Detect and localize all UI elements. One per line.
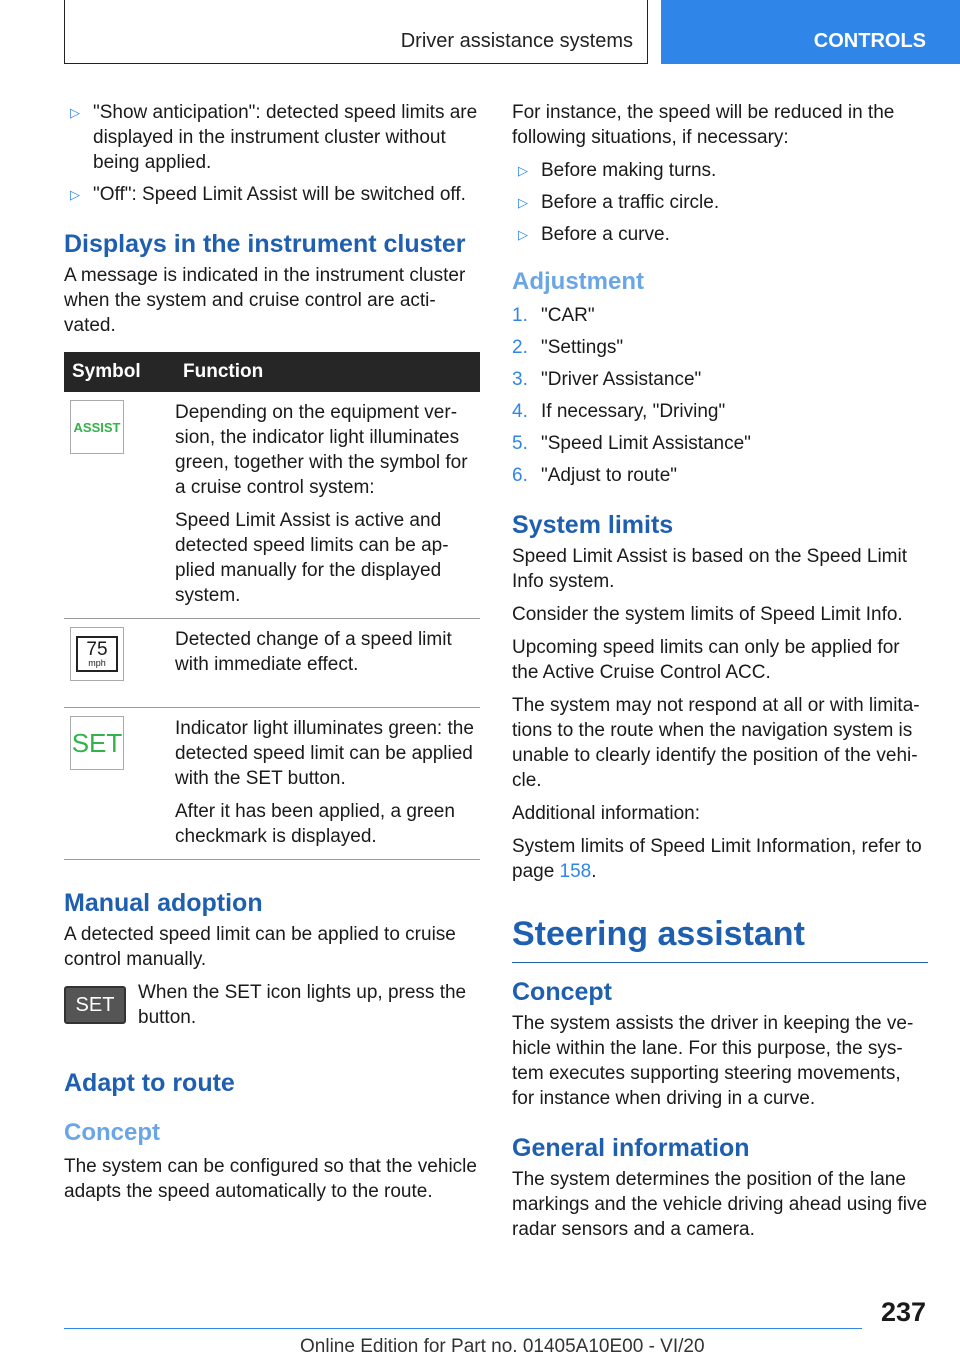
paragraph: Speed Limit Assist is based on the Speed Limit Info system. (512, 546, 908, 592)
header-chapter-title: CONTROLS (813, 30, 926, 52)
triangle-bullet-icon: ▷ (70, 187, 80, 202)
step-item: 6. "Adjust to route" (512, 465, 678, 486)
page-link[interactable]: 158 (559, 861, 592, 882)
paragraph: A message is indicated in the instrument cluster when the system and cruise control are activated. (64, 265, 466, 336)
list-item: ▷ "Show anticipation": detected speed limits are displayed in the instrument cluster without being applied. (64, 100, 480, 175)
step-item: 5. "Speed Limit Assistance" (512, 433, 751, 454)
paragraph: Consider the system limits of Speed Limit Info. (512, 604, 903, 625)
chapter-heading-steering-assistant: Steering assistant (512, 912, 928, 963)
section-heading-system-limits: System limits (512, 511, 674, 539)
list-item: ▷ Before a curve. (512, 222, 928, 247)
triangle-bullet-icon: ▷ (518, 195, 528, 210)
section-heading-concept: Concept (512, 978, 612, 1006)
table-header-function: Function (175, 352, 480, 392)
paragraph: For instance, the speed will be reduced in the following situations, if necessary: (512, 102, 895, 148)
triangle-bullet-icon: ▷ (70, 105, 80, 120)
paragraph: Additional information: (512, 803, 700, 824)
table-row (64, 619, 480, 708)
left-column (64, 100, 480, 1212)
header-section-box (64, 0, 648, 64)
table-header-symbol: Symbol (64, 352, 175, 392)
function-text: Speed Limit Assist is active and detected speed limits can be applied manually for the displayed system. (175, 510, 449, 606)
speed-limit-sign-icon: 75 mph (70, 627, 124, 681)
paragraph: The system determines the position of the lane markings and the vehicle driving ahead using five radar sensors and a camera. (512, 1169, 928, 1240)
step-item: 3. "Driver Assistance" (512, 369, 702, 390)
paragraph: A detected speed limit can be applied to cruise control manually. (64, 924, 456, 970)
paragraph: Upcoming speed limits can only be applied for the Active Cruise Control ACC. (512, 637, 900, 683)
manual-adoption-row (64, 980, 480, 1038)
set-button-icon: SET (64, 986, 126, 1024)
list-item: ▷ Before a traffic circle. (512, 190, 928, 215)
set-indicator-icon: SET (70, 716, 124, 770)
paragraph: When the SET icon lights up, press the button. (138, 982, 467, 1028)
table-row (64, 708, 480, 860)
header-chapter-tab (661, 0, 960, 64)
header-section-title: Driver assistance systems (400, 30, 633, 52)
step-item: 2. "Settings" (512, 337, 624, 358)
paragraph: The system may not respond at all or with limitations to the route when the navigation system is unable to clearly identify the position of the vehicle. (512, 695, 920, 791)
subheading-adjustment: Adjustment (512, 268, 644, 295)
assist-indicator-icon: ASSIST (70, 400, 124, 454)
paragraph-page-reference: System limits of Speed Limit Information, refer to page 158. (512, 836, 922, 882)
footer-edition: Online Edition for Part no. 01405A10E00 - VI/20 (300, 1336, 705, 1357)
footer-divider (64, 1328, 862, 1329)
step-item: 1. "CAR" (512, 305, 595, 326)
section-heading-adapt-to-route: Adapt to route (64, 1069, 235, 1097)
right-column (512, 100, 928, 1250)
triangle-bullet-icon: ▷ (518, 163, 528, 178)
list-item: ▷ Before making turns. (512, 158, 928, 183)
function-text: Indicator light illuminates green: the detected speed limit can be applied with the SET button. (175, 718, 474, 789)
paragraph: The system can be configured so that the vehicle adapts the speed automatically to the route. (64, 1156, 477, 1202)
function-text: Depending on the equipment version, the indicator light illuminates green, together with the symbol for a cruise control system: (175, 402, 468, 498)
function-text: Detected change of a speed limit with immediate effect. (175, 629, 452, 675)
section-heading-manual-adoption: Manual adoption (64, 889, 263, 917)
page-number: 237 (880, 1297, 926, 1327)
symbol-function-table (64, 352, 480, 860)
section-heading-general-information: General information (512, 1134, 750, 1162)
subheading-concept: Concept (64, 1119, 160, 1146)
section-heading-displays: Displays in the instrument cluster (64, 230, 466, 258)
table-row (64, 392, 480, 619)
paragraph: The system assists the driver in keeping the vehicle within the lane. For this purpose, the system executes supporting steering movements, for instance when driving in a curve. (512, 1013, 914, 1109)
list-item: ▷ "Off": Speed Limit Assist will be switched off. (64, 182, 480, 207)
triangle-bullet-icon: ▷ (518, 227, 528, 242)
step-item: 4. If necessary, "Driving" (512, 401, 726, 422)
function-text: After it has been applied, a green checkmark is displayed. (175, 801, 455, 847)
